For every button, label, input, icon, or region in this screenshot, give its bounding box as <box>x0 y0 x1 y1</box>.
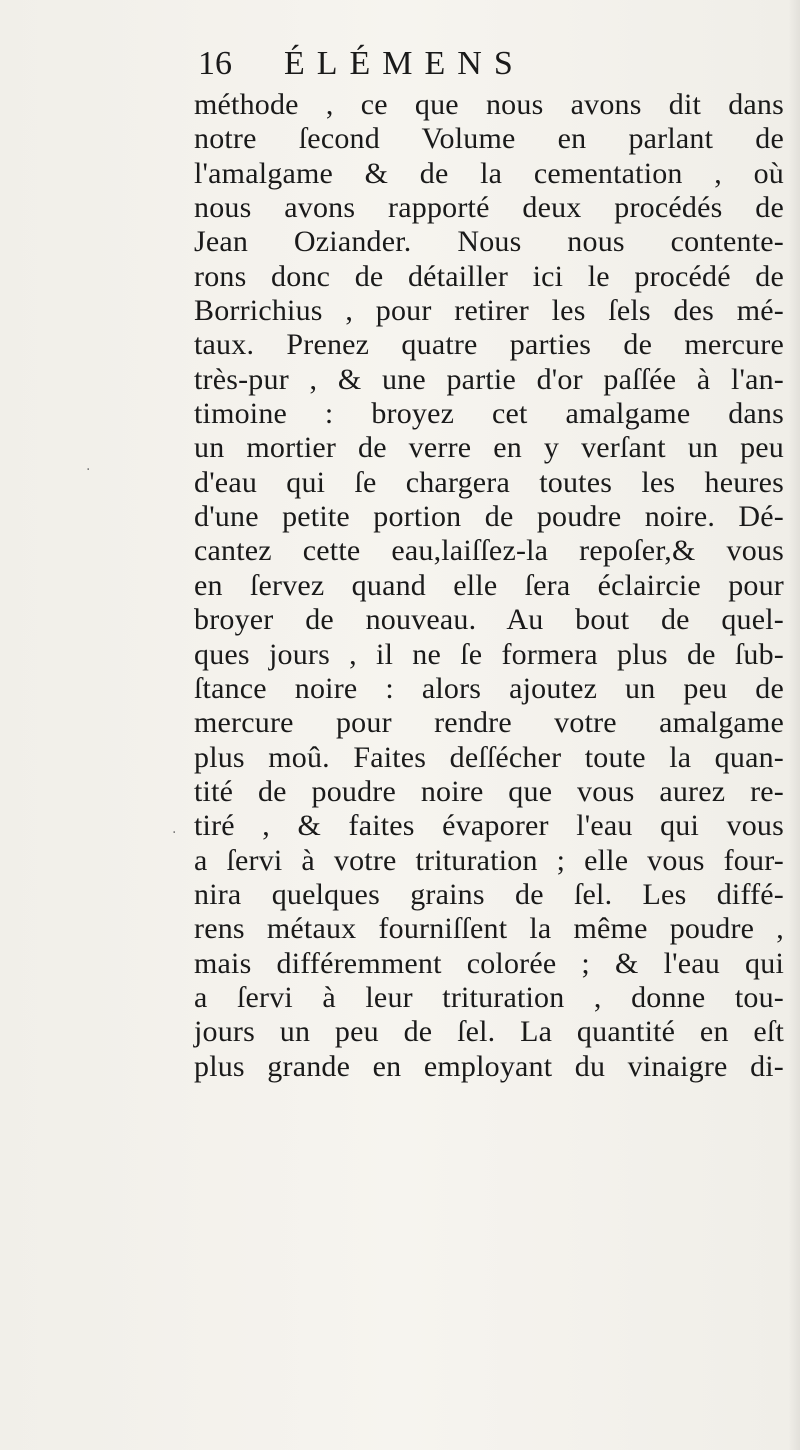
body-text <box>194 88 784 1084</box>
text-line: nous avons rapporté deux procédés de <box>194 191 784 225</box>
text-line: cantez cette eau,laiſſez-la repoſer,& vous <box>194 534 784 568</box>
text-line: rens métaux fourniſſent la même poudre , <box>194 912 784 946</box>
page-number: 16 <box>198 45 232 82</box>
text-line: ques jours , il ne ſe formera plus de ſub- <box>194 637 784 671</box>
text-line: nira quelques grains de ſel. Les diffé- <box>194 877 784 911</box>
text-line: plus moû. Faites deſſécher toute la quan- <box>194 740 784 774</box>
margin-speck: · <box>86 462 91 478</box>
text-line: d'une petite portion de poudre noire. Dé- <box>194 500 784 534</box>
text-line: Jean Oziander. Nous nous contente- <box>194 225 784 259</box>
text-line: timoine : broyez cet amalgame dans <box>194 397 784 431</box>
text-line: d'eau qui ſe chargera toutes les heures <box>194 465 784 499</box>
text-line: tiré , & faites évaporer l'eau qui vous <box>194 809 784 843</box>
text-line: en ſervez quand elle ſera éclaircie pour <box>194 568 784 602</box>
text-line: l'amalgame & de la cementation , où <box>194 156 784 190</box>
running-head <box>198 42 628 86</box>
text-line: a ſervi à votre trituration ; elle vous four- <box>194 843 784 877</box>
text-line: jours un peu de ſel. La quantité en eſt <box>194 1015 784 1049</box>
margin-speck: · <box>172 825 177 841</box>
text-line: notre ſecond Volume en parlant de <box>194 122 784 156</box>
page-edge-shadow <box>788 0 800 1450</box>
text-line: a ſervi à leur trituration , donne tou- <box>194 980 784 1014</box>
text-line: mais différemment colorée ; & l'eau qui <box>194 946 784 980</box>
text-line: Borrichius , pour retirer les ſels des mé- <box>194 294 784 328</box>
text-line: plus grande en employant du vinaigre di- <box>194 1049 784 1083</box>
running-title: ÉLÉMENS <box>284 45 525 82</box>
text-line: tité de poudre noire que vous aurez re- <box>194 774 784 808</box>
text-line: taux. Prenez quatre parties de mercure <box>194 328 784 362</box>
text-line: un mortier de verre en y verſant un peu <box>194 431 784 465</box>
text-line: ſtance noire : alors ajoutez un peu de <box>194 671 784 705</box>
text-line: rons donc de détailler ici le procédé de <box>194 259 784 293</box>
text-line: broyer de nouveau. Au bout de quel- <box>194 603 784 637</box>
text-line: mercure pour rendre votre amalgame <box>194 706 784 740</box>
text-line: méthode , ce que nous avons dit dans <box>194 88 784 121</box>
text-line: très-pur , & une partie d'or paſſée à l'an- <box>194 362 784 396</box>
